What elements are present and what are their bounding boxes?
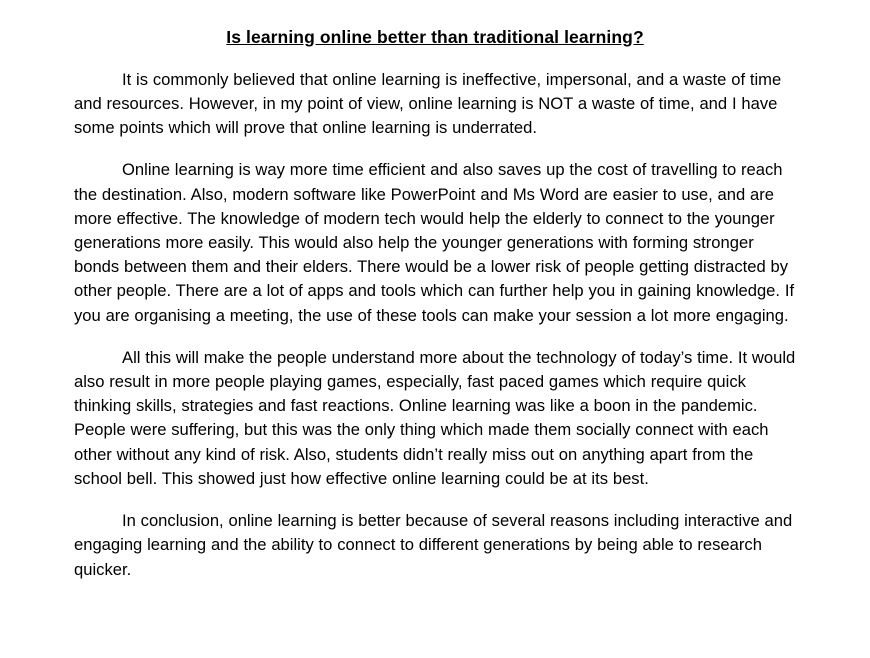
paragraph-1: It is commonly believed that online learning is ineffective, impersonal, and a waste of time and resources. However, in my point of view, online learning is NOT a waste of time, and I have some points which will prove that online learning is underrated. bbox=[74, 69, 782, 138]
paragraph-2: Online learning is way more time efficient and also saves up the cost of travelling to reach the destination. Also, modern software like PowerPoint and Ms Word are easier to use, and are more effective. The knowledge of modern tech would help the elderly to connect to the younger generations more easily. This would also help the younger generations with forming stronger bonds between them and their elders. There would be a lower risk of people getting distracted by other people. There are a lot of apps and tools which can further help you in gaining knowledge. If you are organising a meeting, the use of these tools can make your session a lot more engaging. bbox=[74, 160, 795, 325]
paragraph-3: All this will make the people understand more about the technology of today’s time. It would also result in more people playing games, especially, fast paced games which require quick thinking skills, strategies and fast reactions. Online learning was like a boon in the pandemic. People were suffering, but this was the only thing which made them socially connect with each other without any kind of risk. Also, students didn’t really miss out on anything apart from the school bell. This showed just how effective online learning could be at its best. bbox=[74, 347, 796, 488]
page-title: Is learning online better than traditional learning? bbox=[226, 27, 644, 47]
paragraph-4: In conclusion, online learning is better because of several reasons including interactive and engaging learning and the ability to connect to different generations by being able to research quicker. bbox=[74, 511, 793, 579]
